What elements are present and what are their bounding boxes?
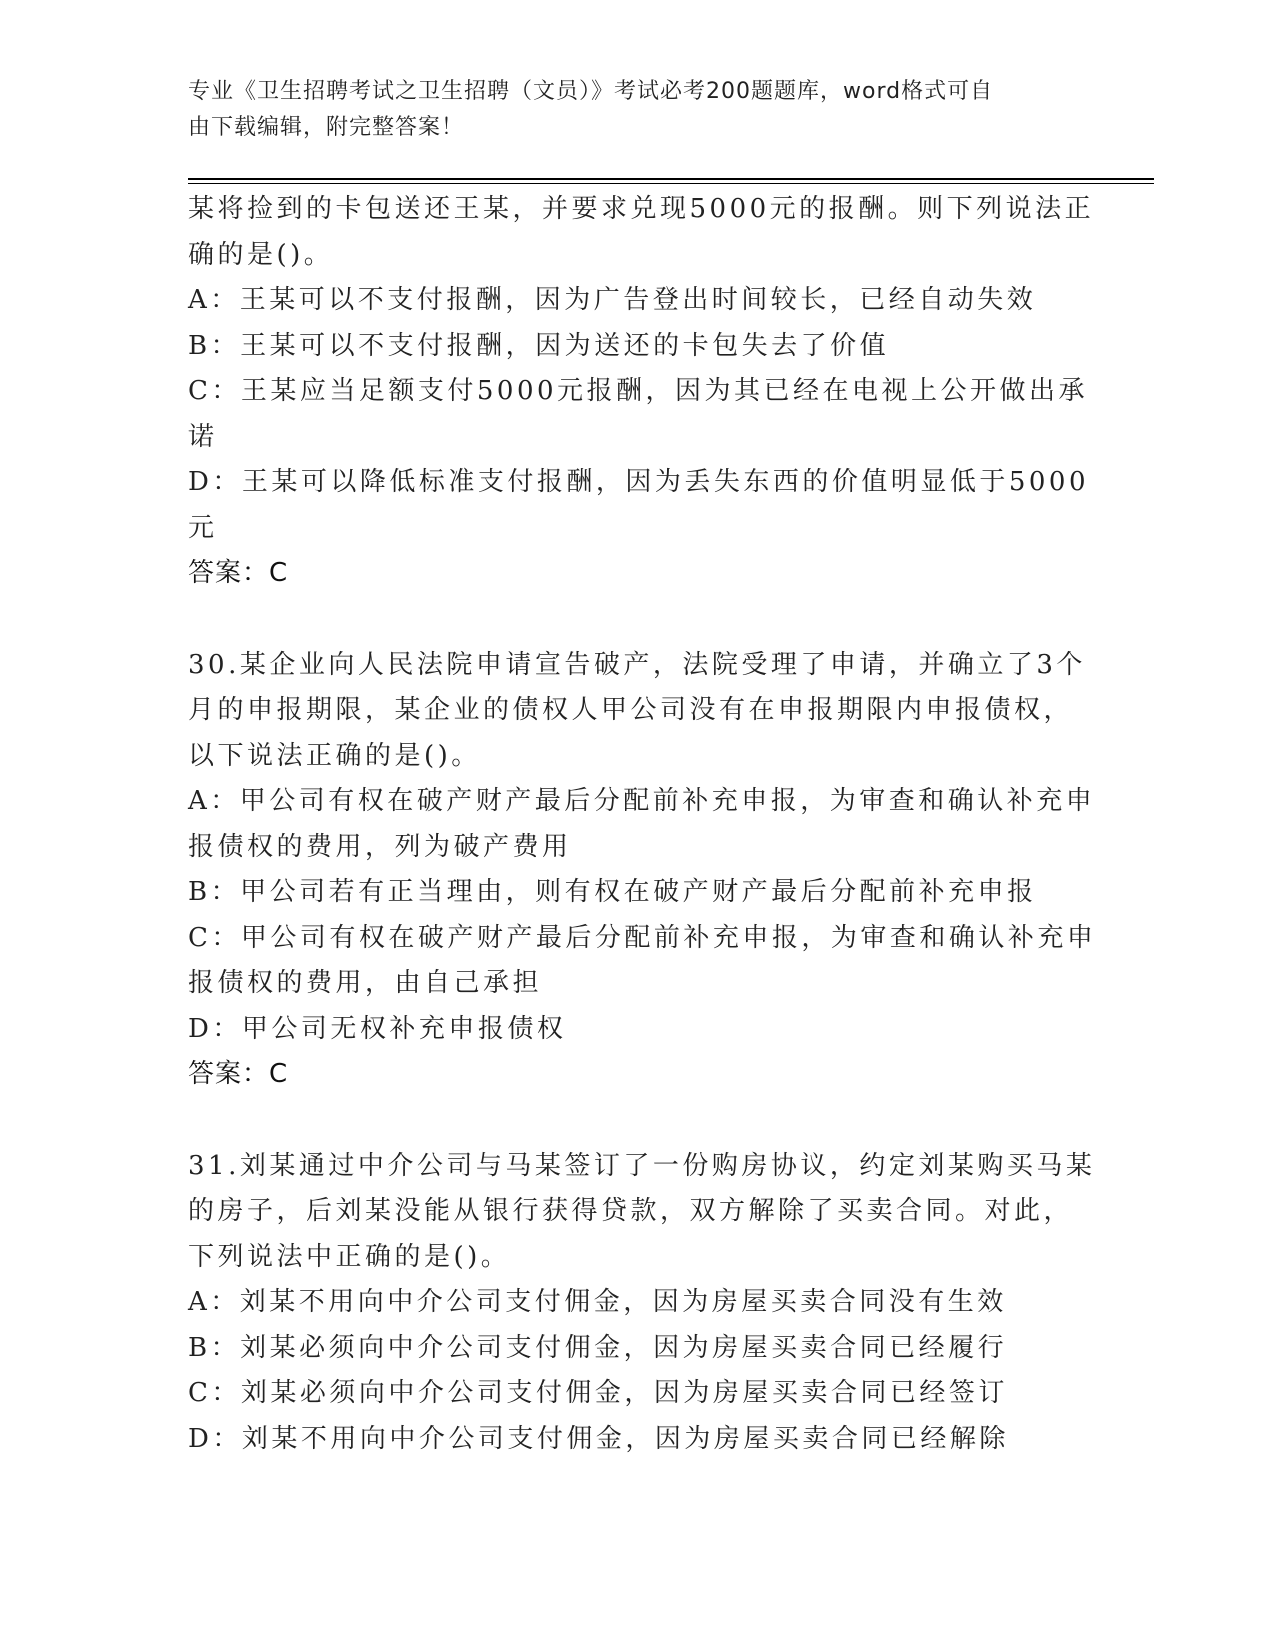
question-stem-line: 下列说法中正确的是()。 <box>188 1241 511 1272</box>
spacer <box>188 1098 1088 1144</box>
option-a: A：王某可以不支付报酬，因为广告登出时间较长，已经自动失效 <box>188 285 1037 315</box>
option-a: A：刘某不用向中介公司支付佣金，因为房屋买卖合同没有生效 <box>188 1287 1007 1317</box>
option-c: C：王某应当足额支付5000元报酬，因为其已经在电视上公开做出承 <box>188 376 1089 406</box>
document-body <box>188 187 1097 1462</box>
question-31 <box>188 1144 1096 1463</box>
header-line-2: 由下载编辑，附完整答案！ <box>188 115 465 140</box>
document-header <box>188 74 1068 146</box>
header-line-1: 专业《卫生招聘考试之卫生招聘（文员）》考试必考200题题库，word格式可自 <box>188 79 994 104</box>
header-divider-thick <box>188 178 1154 180</box>
option-d: D：甲公司无权补充申报债权 <box>188 1013 567 1044</box>
spacer <box>188 597 1088 643</box>
question-stem-line: 以下说法正确的是()。 <box>188 740 481 771</box>
option-d: D：王某可以降低标准支付报酬，因为丢失东西的价值明显低于5000 <box>188 467 1090 497</box>
question-stem-line: 月的申报期限，某企业的债权人甲公司没有在申报期限内申报债权， <box>188 695 1074 725</box>
option-a: A：甲公司有权在破产财产最后分配前补充申报，为审查和确认补充申 <box>188 786 1096 816</box>
option-b: B：王某可以不支付报酬，因为送还的卡包失去了价值 <box>188 330 890 361</box>
question-stem-line: 确的是()。 <box>188 239 334 270</box>
option-b: B：甲公司若有正当理由，则有权在破产财产最后分配前补充申报 <box>188 877 1037 907</box>
question-stem-line: 30.某企业向人民法院申请宣告破产，法院受理了申请，并确立了3个 <box>188 649 1086 680</box>
option-c: C：甲公司有权在破产财产最后分配前补充申报，为审查和确认补充申 <box>188 922 1097 953</box>
option-b: B：刘某必须向中介公司支付佣金，因为房屋买卖合同已经履行 <box>188 1332 1008 1363</box>
question-stem-line: 某将捡到的卡包送还王某，并要求兑现5000元的报酬。则下列说法正 <box>188 194 1095 224</box>
option-c: C：刘某必须向中介公司支付佣金，因为房屋买卖合同已经签订 <box>188 1378 1008 1408</box>
option-c-continued: 报债权的费用，由自己承担 <box>188 968 543 998</box>
answer: 答案：C <box>188 558 289 588</box>
question-30 <box>188 643 1097 1098</box>
option-c-continued: 诺 <box>188 421 218 452</box>
question-stem-line: 的房子，后刘某没能从银行获得贷款，双方解除了买卖合同。对此， <box>188 1196 1074 1226</box>
answer: 答案：C <box>188 1059 289 1089</box>
question-stem-line: 31.刘某通过中介公司与马某签订了一份购房协议，约定刘某购买马某 <box>188 1150 1096 1181</box>
header-divider-thin <box>188 183 1154 184</box>
option-d-continued: 元 <box>188 512 218 543</box>
option-d: D：刘某不用向中介公司支付佣金，因为房屋买卖合同已经解除 <box>188 1423 1009 1454</box>
option-a-continued: 报债权的费用，列为破产费用 <box>188 831 572 862</box>
question-29 <box>188 187 1095 597</box>
